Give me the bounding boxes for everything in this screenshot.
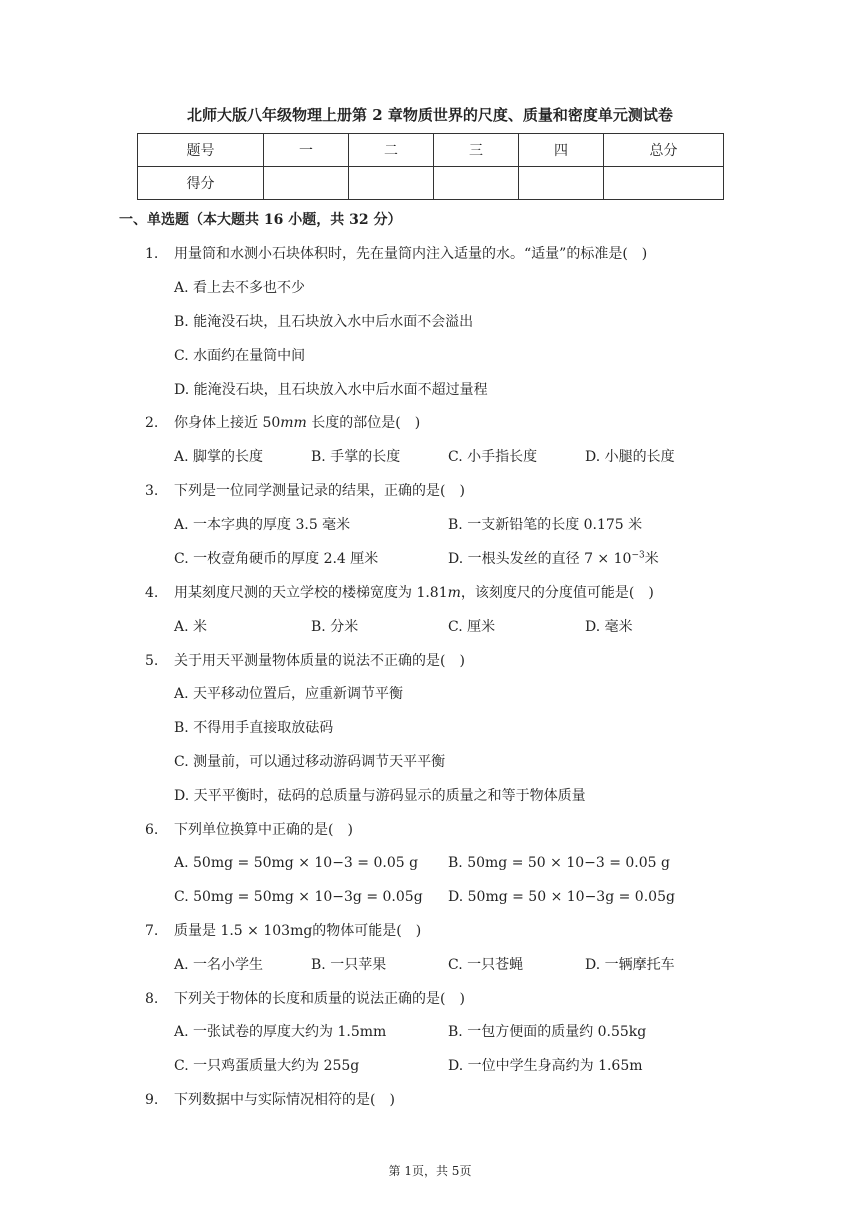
table-cell: 题号 [138,134,264,167]
question-number: 5. [145,653,159,669]
option: C. 水面约在量筒中间 [174,348,306,364]
question-text: 用量筒和水测小石块体积时，先在量筒内注入适量的水。“适量”的标准是( ) [174,246,648,262]
option: D. 天平平衡时，砝码的总质量与游码显示的质量之和等于物体质量 [174,788,586,804]
option: D. 能淹没石块，且石块放入水中后水面不超过量程 [174,382,488,398]
option: D. 一根头发丝的直径 $7 \times 10^{-3}$米 [448,550,659,567]
section-heading: 一、单选题（本大题共 16 小题，共 32 分） [119,212,402,228]
option: B. 分米 [311,619,359,635]
option: A. 看上去不多也不少 [174,280,306,296]
question-text: 用某刻度尺测的天立学校的楼梯宽度为 1.81m，该刻度尺的分度值可能是( ) [174,585,654,601]
option: B. 一只苹果 [311,957,387,973]
option: C. 一只苍蝇 [448,957,524,973]
option: A. 一名小学生 [174,957,264,973]
option: A. 一本字典的厚度 3.5 毫米 [174,517,351,533]
option: D. 50mg = 50 × 10−3g = 0.05g [448,889,675,905]
score-table [137,133,724,200]
question-number: 2. [145,415,159,431]
option: C. 一只鸡蛋质量大约为 255g [174,1058,360,1074]
table-cell [519,167,604,200]
table-cell [264,167,349,200]
option: A. 50mg = 50mg × 10−3 = 0.05 g [174,855,419,871]
score-table-score-row [138,167,724,200]
option: C. 一枚壹角硬币的厚度 2.4 厘米 [174,551,379,567]
question-number: 4. [145,585,159,601]
option: C. 50mg = 50mg × 10−3g = 0.05g [174,889,423,905]
question-text: 下列数据中与实际情况相符的是( ) [174,1092,395,1108]
question-number: 9. [145,1092,159,1108]
option: D. 一辆摩托车 [585,957,675,973]
table-cell: 得分 [138,167,264,200]
question-text: 下列关于物体的长度和质量的说法正确的是( ) [174,991,465,1007]
table-cell: 三 [434,134,519,167]
page-title: 北师大版八年级物理上册第 2 章物质世界的尺度、质量和密度单元测试卷 [187,106,673,124]
option: B. 50mg = 50 × 10−3 = 0.05 g [448,855,670,871]
option: A. 米 [174,619,208,635]
question-text: 下列单位换算中正确的是( ) [174,822,353,838]
option: C. 厘米 [448,619,496,635]
option: B. 手掌的长度 [311,449,401,465]
question-text: 下列是一位同学测量记录的结果，正确的是( ) [174,483,465,499]
question-text: 你身体上接近 50mm 长度的部位是( ) [174,415,421,431]
table-cell [349,167,434,200]
question-text: 质量是 1.5 × 103mg的物体可能是( ) [174,923,422,939]
page-footer: 第 1页，共 5页 [388,1164,472,1178]
option: D. 一位中学生身高约为 1.65m [448,1058,643,1074]
score-table-header-row [138,134,724,167]
question-number: 8. [145,991,159,1007]
question-text: 关于用天平测量物体质量的说法不正确的是( ) [174,653,465,669]
option: D. 毫米 [585,619,633,635]
question-number: 1. [145,246,159,262]
table-cell: 二 [349,134,434,167]
option: A. 脚掌的长度 [174,449,264,465]
table-cell [604,167,724,200]
table-cell: 一 [264,134,349,167]
option: C. 测量前，可以通过移动游码调节天平平衡 [174,754,446,770]
option: B. 一包方便面的质量约 0.55kg [448,1024,647,1040]
table-cell: 四 [519,134,604,167]
option: A. 天平移动位置后，应重新调节平衡 [174,686,404,702]
option: A. 一张试卷的厚度大约为 1.5mm [174,1024,387,1040]
option: D. 小腿的长度 [585,449,675,465]
option: B. 能淹没石块，且石块放入水中后水面不会溢出 [174,314,474,330]
option: B. 不得用手直接取放砝码 [174,720,334,736]
option: C. 小手指长度 [448,449,538,465]
table-cell [434,167,519,200]
question-number: 7. [145,923,159,939]
question-number: 6. [145,822,159,838]
question-number: 3. [145,483,159,499]
option: B. 一支新铅笔的长度 0.175 米 [448,517,643,533]
table-cell: 总分 [604,134,724,167]
